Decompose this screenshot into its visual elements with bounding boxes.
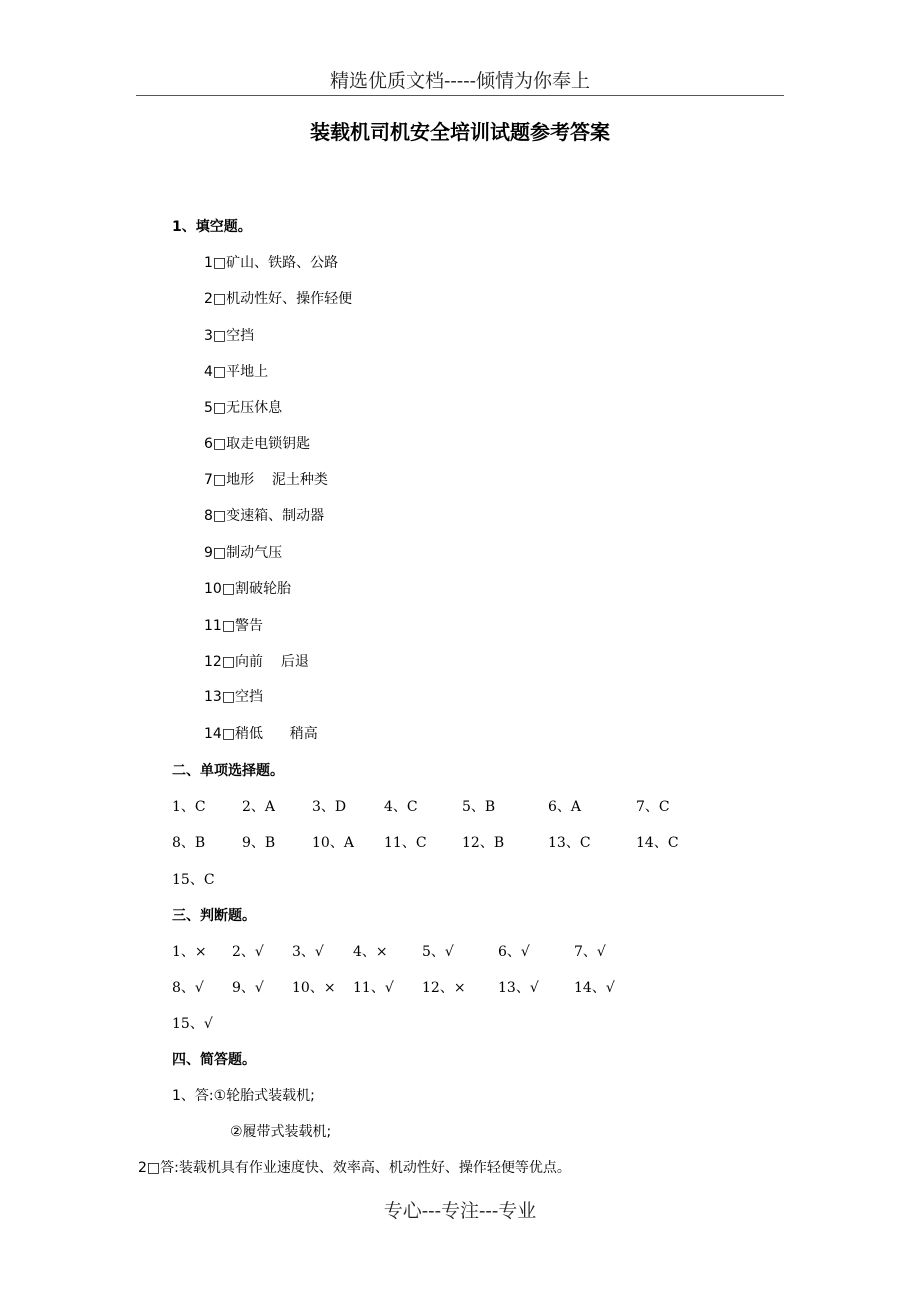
short-answer-2: 2□答:装载机具有作业速度快、效率高、机动性好、操作轻便等优点。 (138, 1160, 571, 1176)
section-fill-in-heading: 1、填空题。 (172, 219, 252, 235)
judgment-answer: 8、√ (172, 980, 204, 996)
judgment-answer: 3、√ (292, 944, 324, 960)
fill-answer-8: 8□变速箱、制动器 (204, 508, 325, 524)
choice-answer: 10、A (312, 835, 354, 851)
fill-answer-14: 14□稍低 稍高 (204, 726, 318, 742)
choice-answer: 5、B (462, 799, 496, 815)
fill-answer-11: 11□警告 (204, 618, 264, 634)
judgment-answer: 4、× (353, 944, 388, 960)
fill-answer-7: 7□地形 泥土种类 (204, 472, 328, 488)
judgment-answer: 10、× (292, 980, 336, 996)
header-rule (136, 95, 784, 96)
judgment-answer: 1、× (172, 944, 207, 960)
choice-answer: 11、C (384, 835, 427, 851)
fill-answer-5: 5□无压休息 (204, 400, 283, 416)
choice-answer: 12、B (462, 835, 505, 851)
short-answer-1-line-1: 1、答:①轮胎式装载机; (172, 1088, 315, 1104)
section-short-answer-heading: 四、简答题。 (172, 1052, 256, 1068)
choice-answer: 15、C (172, 872, 215, 888)
section-choice-heading: 二、单项选择题。 (172, 763, 284, 779)
choice-answer: 2、A (242, 799, 276, 815)
judgment-answer: 11、√ (353, 980, 394, 996)
fill-answer-4: 4□平地上 (204, 364, 269, 380)
judgment-answer: 9、√ (232, 980, 264, 996)
fill-answer-6: 6□取走电锁钥匙 (204, 436, 311, 452)
document-title: 装载机司机安全培训试题参考答案 (310, 120, 610, 144)
judgment-answer: 12、× (422, 980, 466, 996)
page-footer: 专心---专注---专业 (383, 1200, 537, 1222)
fill-answer-10: 10□割破轮胎 (204, 581, 292, 597)
fill-answer-2: 2□机动性好、操作轻便 (204, 291, 353, 307)
page-header: 精选优质文档-----倾情为你奉上 (329, 70, 591, 92)
section-judgment-heading: 三、判断题。 (172, 908, 256, 924)
choice-answer: 4、C (384, 799, 418, 815)
choice-answer: 6、A (548, 799, 582, 815)
judgment-answer: 6、√ (498, 944, 530, 960)
choice-answer: 9、B (242, 835, 276, 851)
choice-answer: 1、C (172, 799, 206, 815)
short-answer-1-line-2: ②履带式装载机; (230, 1124, 332, 1140)
choice-answer: 3、D (312, 799, 347, 815)
judgment-answer: 14、√ (574, 980, 615, 996)
fill-answer-12: 12□向前 后退 (204, 654, 309, 670)
judgment-answer: 7、√ (574, 944, 606, 960)
judgment-answer: 15、√ (172, 1016, 213, 1032)
fill-answer-13: 13□空挡 (204, 689, 264, 705)
fill-answer-1: 1□矿山、铁路、公路 (204, 255, 339, 271)
choice-answer: 14、C (636, 835, 679, 851)
judgment-answer: 5、√ (422, 944, 454, 960)
judgment-answer: 13、√ (498, 980, 539, 996)
choice-answer: 7、C (636, 799, 670, 815)
fill-answer-3: 3□空挡 (204, 328, 255, 344)
judgment-answer: 2、√ (232, 944, 264, 960)
fill-answer-9: 9□制动气压 (204, 545, 283, 561)
choice-answer: 13、C (548, 835, 591, 851)
choice-answer: 8、B (172, 835, 206, 851)
